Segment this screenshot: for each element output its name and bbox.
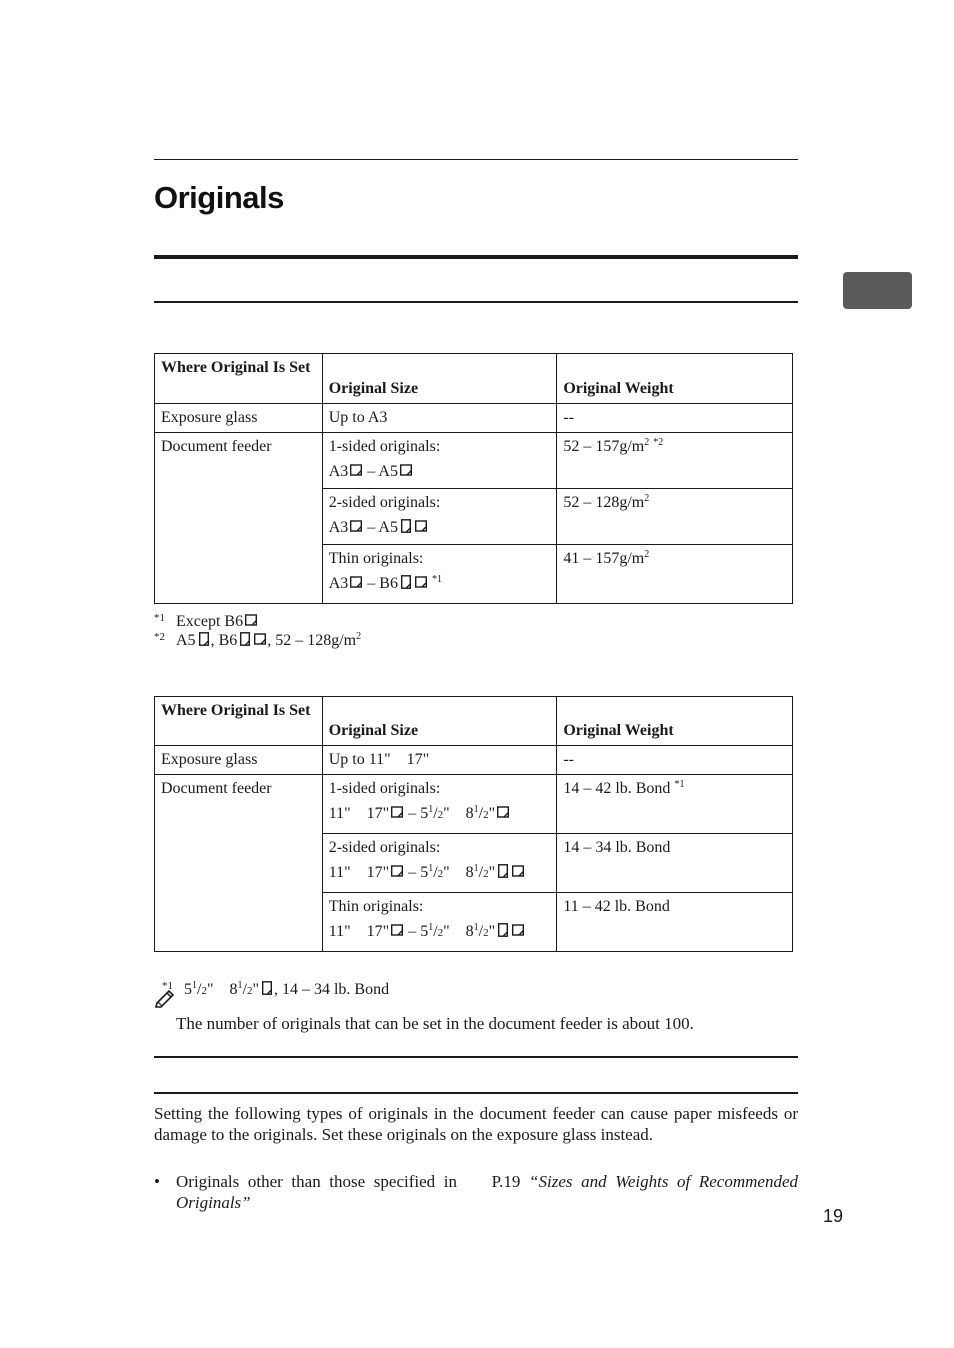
size-range: A3 – B6 $^{*1}$ (328, 574, 442, 592)
header-weight: Original Weight (557, 354, 793, 404)
top-rule (154, 159, 798, 160)
note-text: The number of originals that can be set in the document feeder is about 100. (176, 1014, 694, 1033)
cell-where-feeder: Document feeder (155, 775, 323, 952)
cell-size-2sided (322, 489, 557, 545)
metric-size-table (154, 353, 793, 604)
landscape-paper-icon (350, 463, 362, 477)
section-rule-thin (154, 301, 798, 303)
portrait-paper-icon (497, 923, 509, 937)
cell-size-1sided (322, 775, 557, 834)
cell-weight-2sided: 14 – 34 lb. Bond (557, 834, 793, 893)
size-label: 1-sided originals: (328, 780, 441, 797)
size-label: 2-sided originals: (328, 839, 441, 856)
section-rule-thick (154, 255, 798, 259)
landscape-paper-icon (512, 864, 524, 878)
size-label: Thin originals: (328, 898, 424, 915)
header-weight: Original Weight (557, 697, 793, 746)
landscape-paper-icon (415, 575, 427, 589)
landscape-paper-icon (350, 575, 362, 589)
portrait-paper-icon (239, 632, 251, 646)
bullet-marker: • (154, 1172, 160, 1191)
cell-size-1sided (322, 433, 557, 489)
landscape-paper-icon (245, 613, 257, 627)
body-paragraph: Setting the following types of originals in the document feeder can cause paper misfeeds or damage to the originals. Set these originals on the exposure glass instead. (154, 1104, 798, 1144)
landscape-paper-icon (391, 864, 403, 878)
cell-size-exposure: Up to 11" 17" (322, 746, 557, 775)
portrait-paper-icon (400, 575, 412, 589)
reference-title[interactable]: “Sizes and Weights of Recommended Originals” (176, 1172, 798, 1212)
footnote-inch-1: *1 $5^1/2$" $8^1/2$" , 14 – 34 lb. Bond (162, 980, 390, 998)
landscape-paper-icon (400, 463, 412, 477)
size-range: 11" 17" – $5^1/2$" $8^1/2$" (329, 862, 551, 885)
page-title: Originals (154, 180, 284, 215)
pencil-note-icon (154, 988, 176, 1008)
landscape-paper-icon (391, 805, 403, 819)
cell-size-2sided (322, 834, 557, 893)
portrait-paper-icon (497, 864, 509, 878)
cell-size-thin (322, 545, 557, 604)
header-size: Original Size (322, 697, 557, 746)
chapter-tab (843, 272, 912, 309)
landscape-paper-icon (391, 923, 403, 937)
size-label: 1-sided originals: (328, 438, 441, 455)
size-range: 11" 17" – $5^1/2$" $8^1/2$" (329, 921, 551, 944)
footnote-2: *2 A5 , B6 , $52 - 128g/m^2$ (154, 631, 362, 649)
size-range: A3 – A5 (329, 461, 551, 482)
footnote-1: *1 Except B6 (154, 609, 258, 631)
cell-where-exposure: Exposure glass (155, 404, 323, 433)
landscape-paper-icon (350, 519, 362, 533)
page-number: 19 (823, 1206, 844, 1226)
cell-size-thin (322, 893, 557, 952)
size-range: 11" 17" – $5^1/2$" $8^1/2$" (329, 803, 551, 826)
section-rule-thin-2 (154, 1056, 798, 1058)
cell-where-exposure: Exposure glass (155, 746, 323, 775)
cell-where-feeder: Document feeder (155, 433, 323, 604)
header-where: Where Original Is Set (155, 354, 323, 404)
header-size: Original Size (322, 354, 557, 404)
section-rule-thin-3 (154, 1092, 798, 1094)
portrait-paper-icon (261, 981, 273, 995)
portrait-paper-icon (198, 632, 210, 646)
landscape-paper-icon (254, 632, 266, 646)
size-range: A3 – A5 (329, 517, 551, 538)
size-label: Thin originals: (328, 550, 424, 567)
cell-weight-2sided: $52 - 128g/m^2$ (557, 489, 793, 545)
inch-size-table (154, 696, 793, 952)
cell-weight-exposure: -- (557, 746, 793, 775)
landscape-paper-icon (497, 805, 509, 819)
page-reference[interactable]: P.19 (491, 1172, 530, 1191)
cell-weight-thin: $41 - 157g/m^2$ (557, 545, 793, 604)
cell-size-exposure: Up to A3 (322, 404, 557, 433)
header-where: Where Original Is Set (155, 697, 323, 746)
portrait-paper-icon (400, 519, 412, 533)
landscape-paper-icon (512, 923, 524, 937)
cell-weight-1sided: 14 – 42 lb. Bond $^{*1}$ (557, 775, 793, 834)
landscape-paper-icon (415, 519, 427, 533)
size-label: 2-sided originals: (328, 494, 441, 511)
cell-weight-thin: 11 – 42 lb. Bond (557, 893, 793, 952)
cell-weight-1sided: $52 - 157g/m^2$ $^{*2}$ (557, 433, 793, 489)
cell-weight-exposure: -- (557, 404, 793, 433)
